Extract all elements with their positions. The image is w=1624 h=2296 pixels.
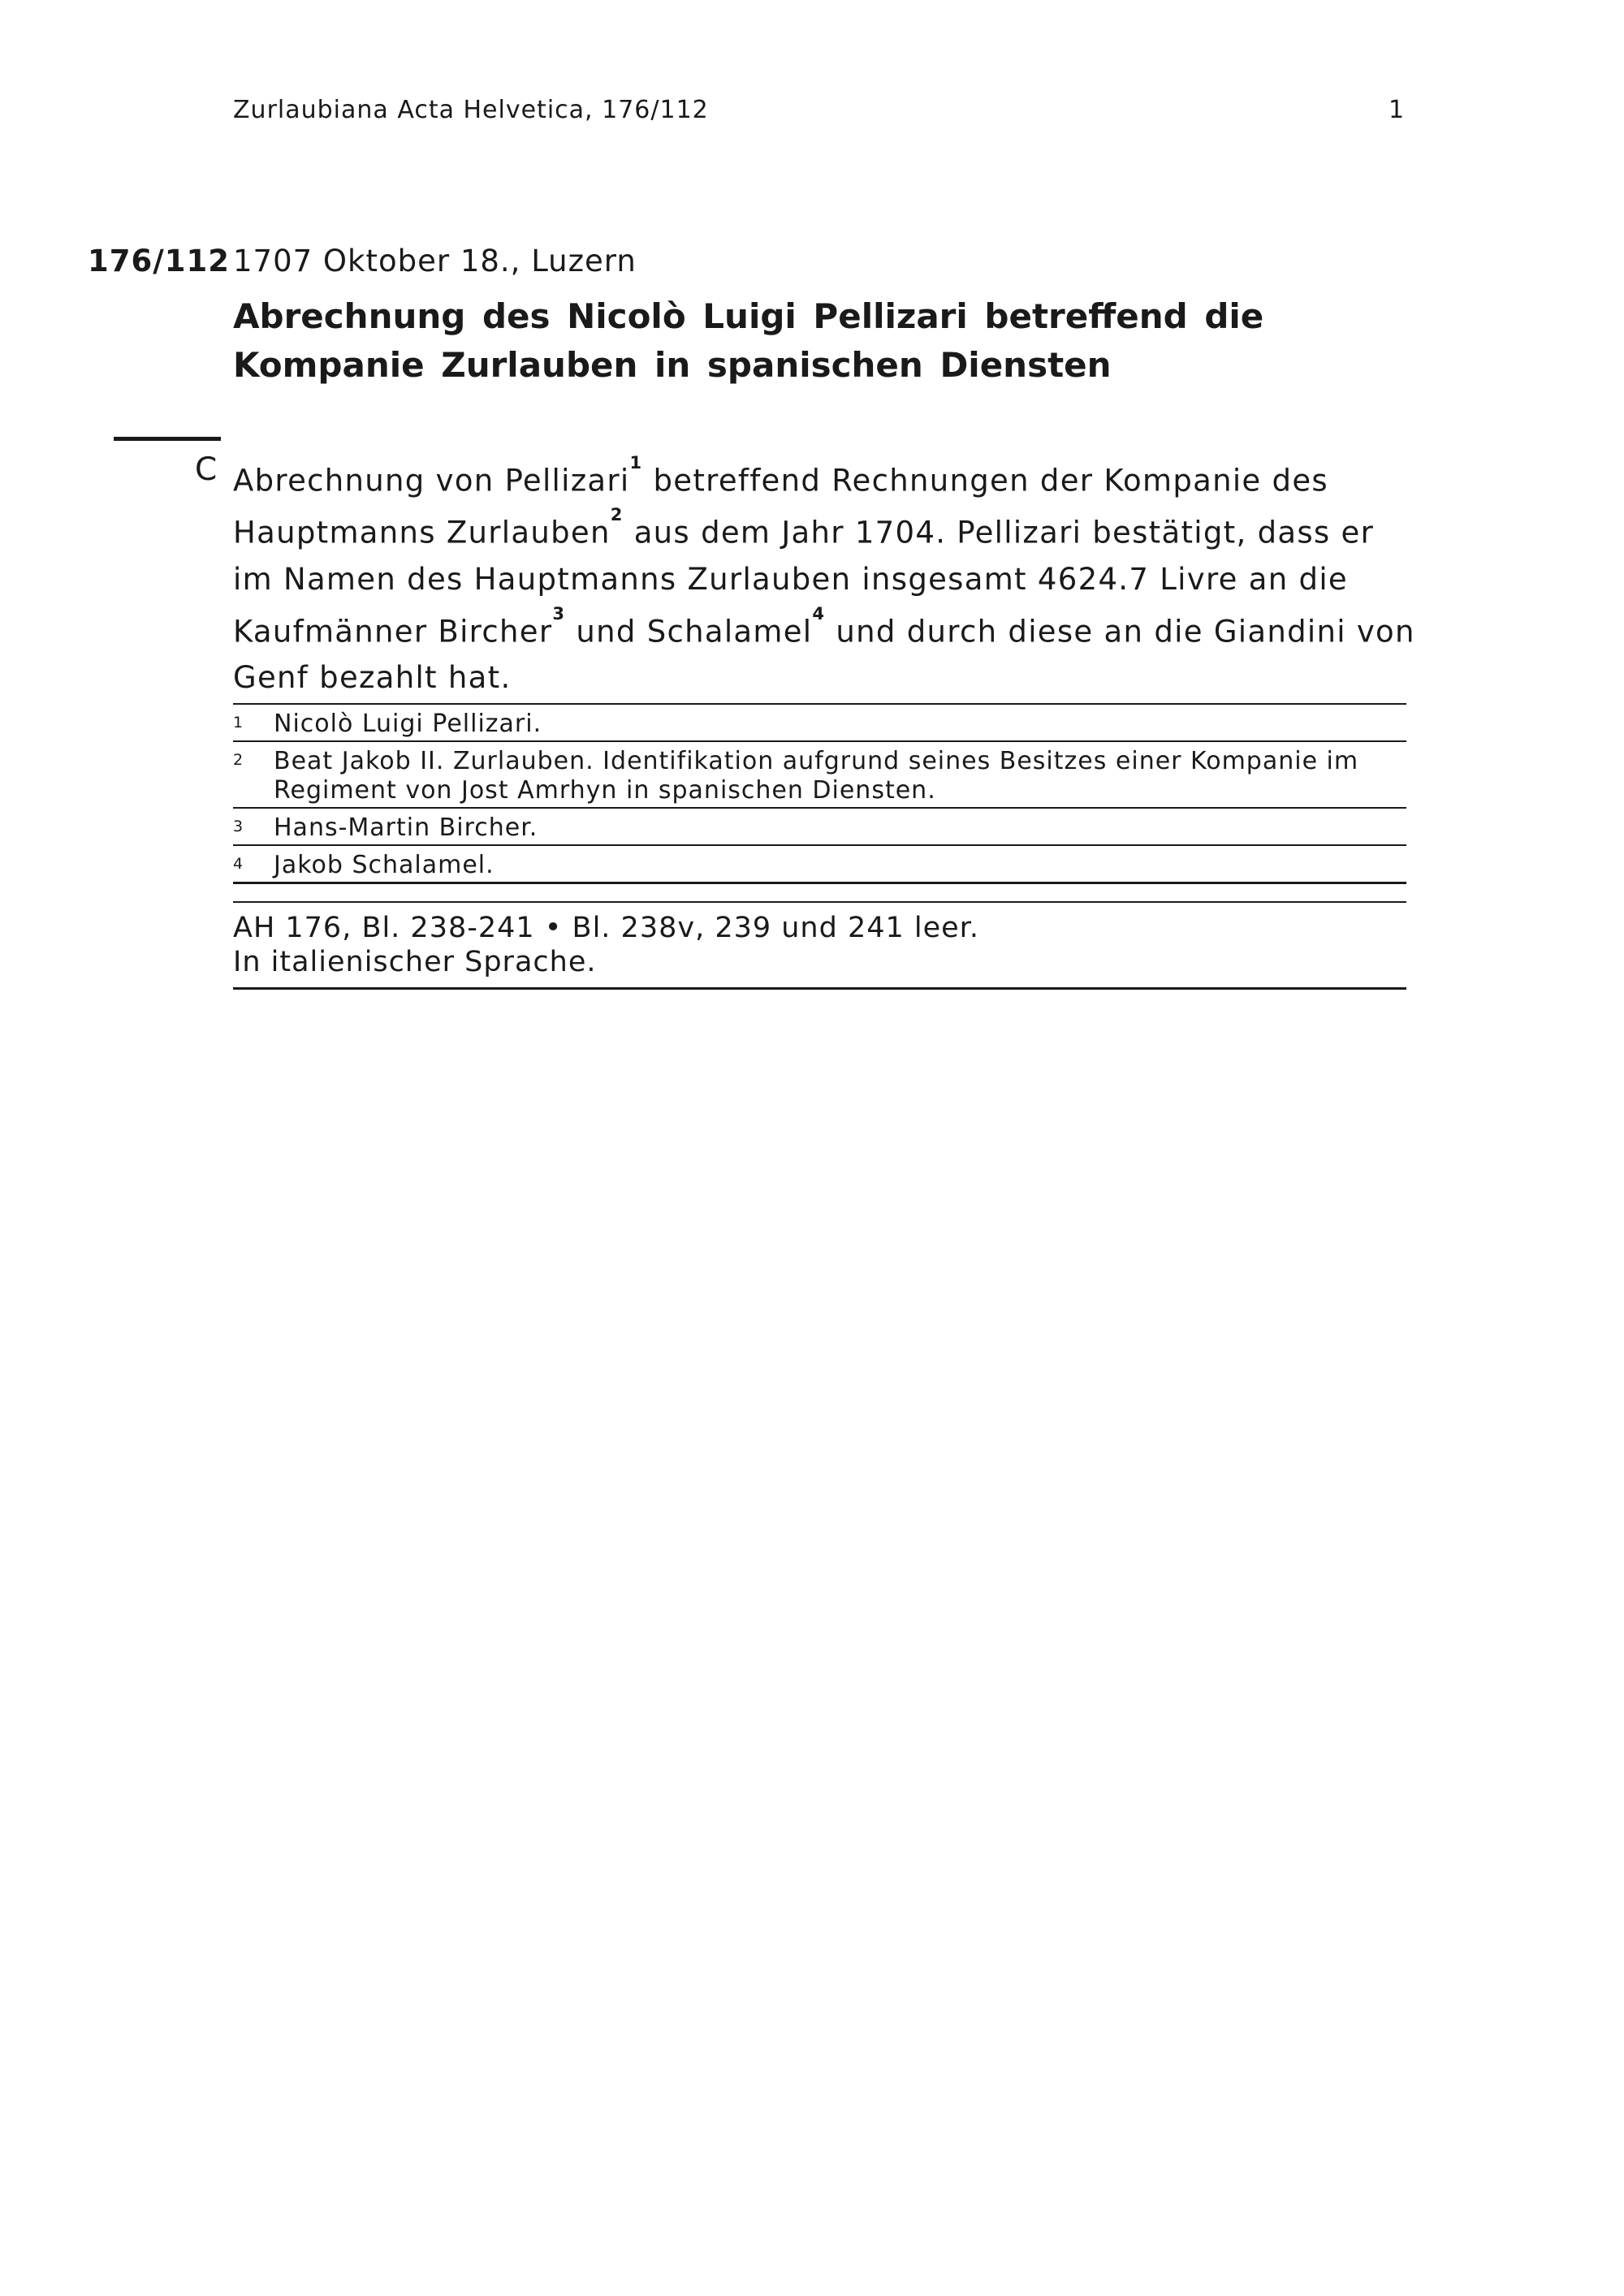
summary-text: betreffend Rechnungen der Kompanie des Hauptmanns Zurlauben [233,463,1328,550]
summary-text: aus dem Jahr 1704. Pellizari bestätigt, dass er im Namen des Hauptmanns Zurlauben insgesamt 4624.7 Livre an die Kaufmänner Bircher [233,515,1375,649]
footnote-item [233,740,1406,807]
footnote-ref[interactable]: 1 [629,453,643,473]
footnote-text: Jakob Schalamel. [274,851,495,879]
source-note [233,901,1406,990]
footnotes [233,703,1406,884]
footnote-item [233,807,1406,844]
footnote-mark: 3 [233,818,244,835]
summary-text: und Schalamel [565,613,813,649]
document-title: Abrechnung des Nicolò Luigi Pellizari betreffend die Kompanie Zurlauben in spanischen Diensten [233,296,1264,385]
footnote-ref[interactable]: 4 [812,603,826,624]
page-number: 1 [1389,96,1405,124]
document-type-letter: C [195,451,218,488]
source-line: AH 176, Bl. 238-241 • Bl. 238v, 239 und 241 leer. [233,912,979,944]
footnote-text: Hans-Martin Bircher. [274,814,538,842]
summary-text: Abrechnung von Pellizari [233,463,630,498]
footnote-mark: 1 [233,714,244,732]
summary-text: und durch diese an die Giandini von Genf bezahlt hat. [233,613,1415,695]
document-number: 176/112 [88,244,230,278]
footnote-mark: 2 [233,751,244,769]
running-header: Zurlaubiana Acta Helvetica, 176/112 [233,96,709,124]
source-line: In italienischer Sprache. [233,946,597,978]
footnote-ref[interactable]: 2 [610,505,624,525]
footnote-ref[interactable]: 3 [552,603,566,624]
footnote-mark: 4 [233,855,244,873]
footnote-item [233,703,1406,740]
section-rule [114,437,221,441]
document-summary [233,451,1419,701]
footnote-text: Beat Jakob II. Zurlauben. Identifikation aufgrund seines Besitzes einer Kompanie im Regiment von Jost Amrhyn in spanischen Diensten. [274,747,1359,805]
footnote-item [233,844,1406,884]
document-date-place: 1707 Oktober 18., Luzern [233,244,637,278]
footnote-text: Nicolò Luigi Pellizari. [274,710,542,738]
